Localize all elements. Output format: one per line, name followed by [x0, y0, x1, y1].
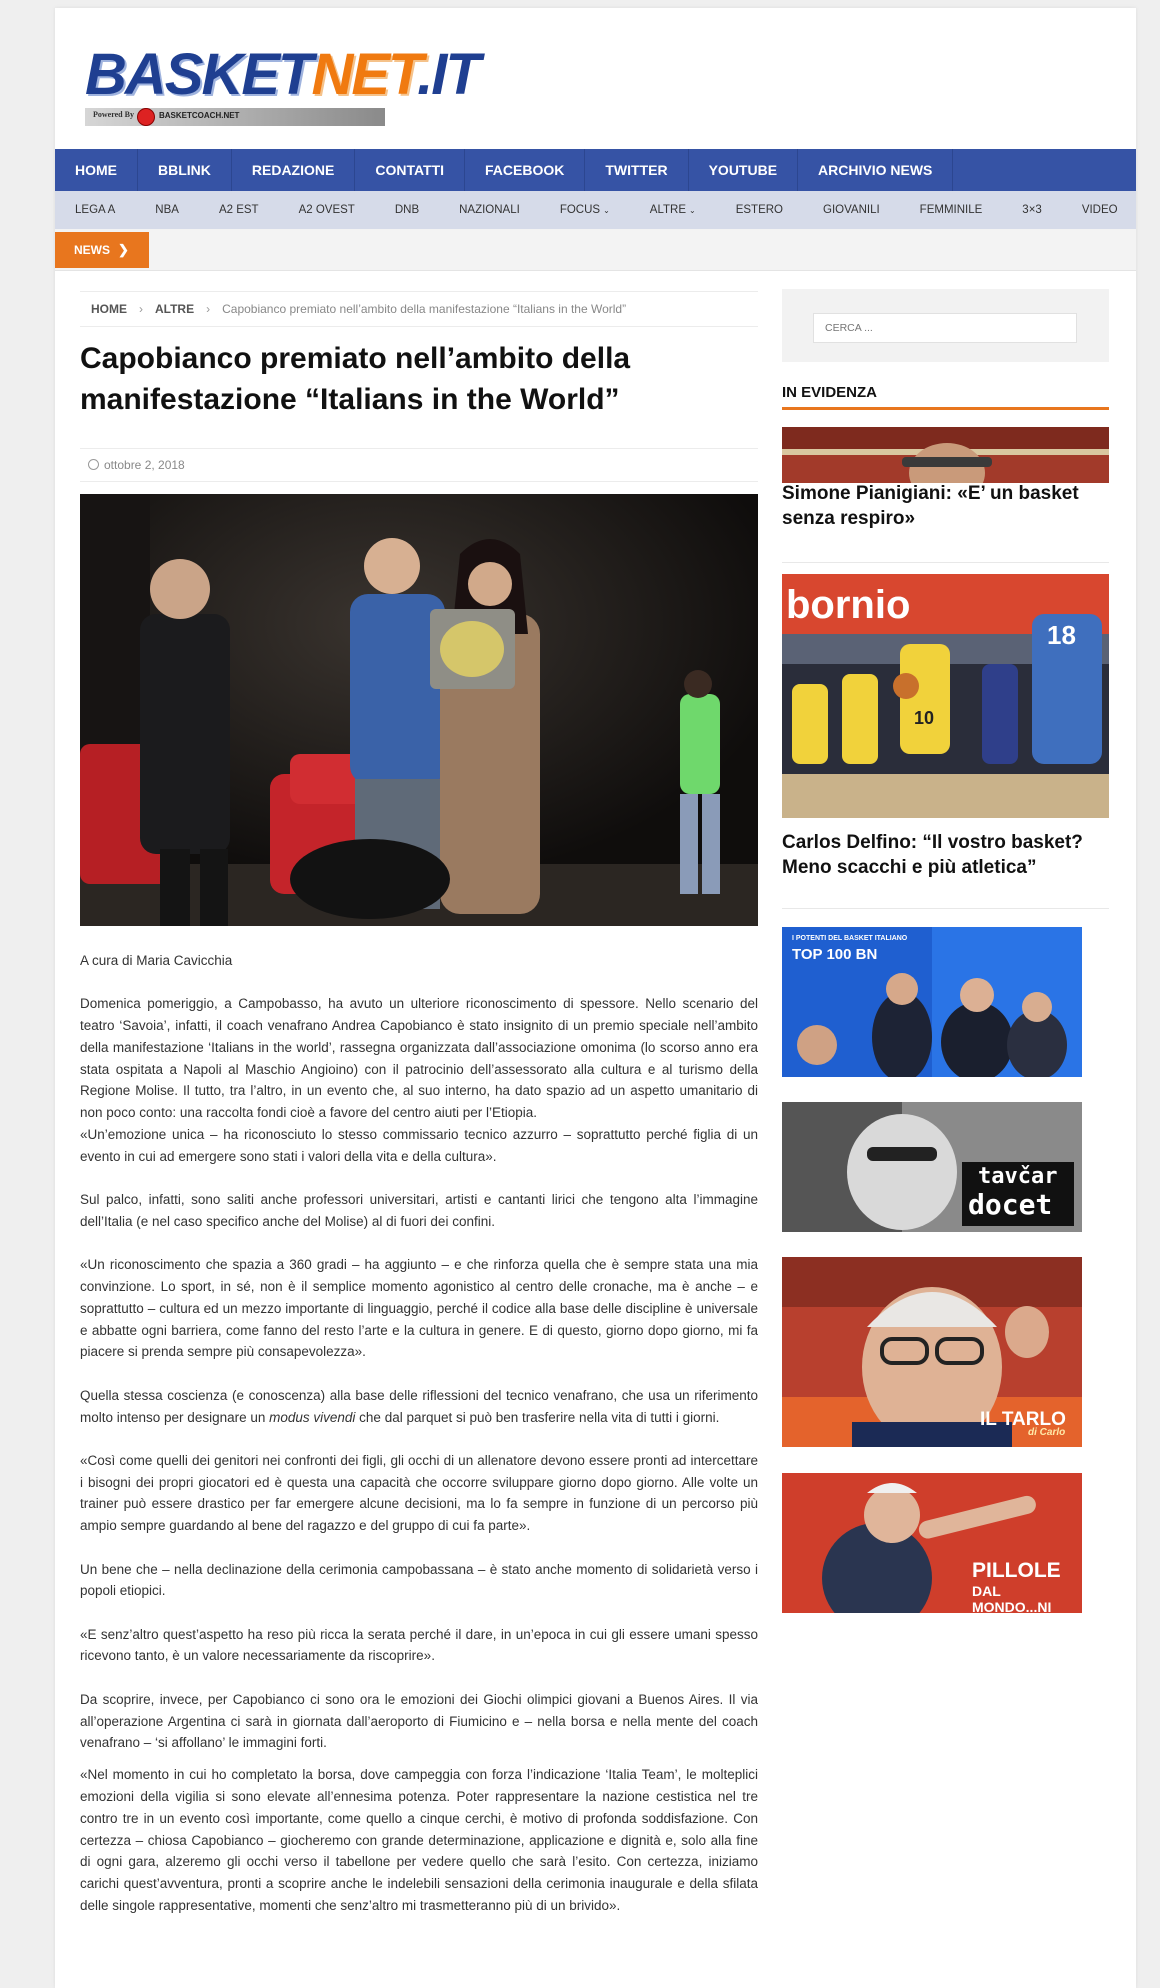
banner-tavcar-line1: tavčar — [978, 1164, 1058, 1189]
basketball-icon — [137, 108, 155, 126]
nav-redazione[interactable]: REDAZIONE — [232, 149, 355, 191]
logo-basket: BASKET — [85, 42, 312, 107]
main-navigation — [55, 149, 1136, 191]
subnav-focus[interactable] — [540, 191, 630, 229]
breadcrumb-current: Capobianco premiato nell’ambito della manifestazione “Italians in the World” — [222, 302, 627, 316]
subnav-label: VIDEO — [1081, 204, 1118, 216]
nav-home[interactable]: HOME — [55, 149, 138, 191]
banner-tarlo-subtitle: di Carlo — [1028, 1427, 1066, 1438]
page-container — [55, 8, 1136, 1988]
subnav-a2-est[interactable] — [199, 191, 279, 229]
search-input[interactable] — [813, 313, 1077, 343]
subnav-estero[interactable] — [716, 191, 803, 229]
subnav-label: FEMMINILE — [919, 204, 983, 216]
photo-jersey-number: 10 — [914, 708, 935, 728]
subnav-nazionali[interactable] — [439, 191, 540, 229]
post-thumbnail-delfino[interactable] — [782, 574, 1109, 818]
subnav-label: LEGA A — [75, 204, 116, 216]
news-ticker-label: NEWS — [74, 243, 110, 257]
basketball-game-photo — [782, 574, 1109, 818]
article-paragraph: Da scoprire, invece, per Capobianco ci sono ora le emozioni dei Giochi olimpici giovani a Buenos Aires. Il via all’operazione Argentina ci sarà in giornata dall’aeroporto di Fiumicino e – nella borsa e nella mente del coach venafrano – ‘si affollano’ le immagini forti. — [80, 1691, 758, 1751]
breadcrumb — [80, 291, 758, 327]
banner-pillole-title: PILLOLE — [972, 1559, 1061, 1582]
article-meta — [80, 448, 758, 482]
subnav-dnb[interactable] — [375, 191, 439, 229]
article-paragraph: Domenica pomeriggio, a Campobasso, ha avuto un ulteriore riconoscimento di spessore. Nello scenario del teatro ‘Savoia’, infatti, il coach venafrano Andrea Capobianco è stato insignito di un premio speciale nell’ambito della manifestazione ‘Italians in the world’, rassegna organizzata dall’associazione omonima (lo scorso anno era stata ospitata a Napoli al Maschio Angioino) con il patrocinio dell’assessorato alla cultura e al turismo della Regione Molise. Il tutto, tra l’altro, in un evento che, al suo interno, ha dato spazio ad un aspetto umanitario di non poco conto: una raccolta fondi cioè a favore del centro aiuti per l’Etiopia. — [80, 996, 758, 1121]
chevron-down-icon: ⌄ — [689, 206, 696, 215]
text-run: che dal parquet si può ben trasferire nella vita di tutti i giorni. — [355, 1409, 720, 1425]
subnav-label: NBA — [155, 204, 179, 216]
subnav-label: A2 EST — [218, 204, 259, 216]
logo-powered-by: Powered By — [93, 110, 134, 119]
nav-twitter[interactable]: TWITTER — [585, 149, 688, 191]
chevron-right-icon: › — [206, 302, 211, 316]
subnav-label: 3×3 — [1022, 204, 1042, 216]
subnav-label: ESTERO — [735, 204, 783, 216]
nav-contatti[interactable]: CONTATTI — [355, 149, 465, 191]
post-title-pianigiani[interactable]: Simone Pianigiani: «E’ un basket senza respiro» — [782, 483, 1079, 529]
news-ticker-tag[interactable] — [55, 232, 149, 268]
logo-wordmark — [85, 42, 479, 107]
photo-jersey-number: 18 — [1047, 620, 1076, 650]
award-ceremony-photo — [80, 494, 758, 926]
article-paragraph: Sul palco, infatti, sono saliti anche professori universitari, artisti e cantanti lirici che tengono alta l’immagine dell’Italia (e nel caso specifico anche del Molise) al di fuori dei confini. — [80, 1192, 758, 1229]
subnav-3x3[interactable] — [1002, 191, 1062, 229]
nav-archivio-news[interactable]: ARCHIVIO NEWS — [798, 149, 953, 191]
logo-coach-text: BASKETCOACH.NET — [159, 111, 240, 120]
nav-facebook[interactable]: FACEBOOK — [465, 149, 585, 191]
site-logo[interactable] — [85, 40, 479, 136]
article-paragraph: «Un’emozione unica – ha riconosciuto lo stesso commissario tecnico azzurro – soprattutto perché figlia di un evento in cui ad emergere sono stati i valori della vita e della cultura». — [80, 1127, 758, 1164]
banner-tavcar-docet[interactable] — [782, 1102, 1082, 1232]
breadcrumb-home[interactable]: HOME — [91, 302, 127, 316]
article-paragraph: Un bene che – nella declinazione della cerimonia campobassana – è stato anche momento di solidarietà verso i popoli etiopici. — [80, 1561, 758, 1599]
nav-youtube[interactable]: YOUTUBE — [689, 149, 798, 191]
subnav-nba[interactable] — [135, 191, 199, 229]
category-navigation — [55, 191, 1136, 229]
chevron-right-icon: › — [139, 302, 143, 316]
subnav-femminile[interactable] — [900, 191, 1003, 229]
article-paragraph-modus — [80, 1385, 758, 1429]
text-run-italic: modus vivendi — [269, 1409, 356, 1425]
article-paragraph: «Così come quelli dei genitori nei confronti dei figli, gli occhi di un allenatore devono essere pronti ad intercettare i bisogni dei propri giocatori ed è questa una capacità che occorre sviluppare giorno dopo giorno. Alle volte un trainer può essere drastico per far emergere alcune decisioni, ma lo fa sempre in funzione di un percorso più ampio sempre guardando al bene del ragazzo e del gruppo di cui fa parte». — [80, 1452, 758, 1534]
chevron-right-icon: ❯ — [118, 242, 129, 257]
article-author: A cura di Maria Cavicchia — [80, 953, 233, 968]
subnav-label: DNB — [394, 204, 420, 216]
article-date: ottobre 2, 2018 — [104, 458, 185, 472]
subnav-label: FOCUS — [559, 204, 601, 216]
sidebar-divider — [782, 908, 1109, 909]
logo-it: .IT — [417, 42, 479, 107]
subnav-altre[interactable] — [630, 191, 716, 229]
article-title: Capobianco premiato nell’ambito della manifestazione “Italians in the World” — [80, 342, 631, 416]
subnav-label: GIOVANILI — [823, 204, 880, 216]
logo-net: NET — [311, 42, 418, 107]
article-paragraph: «E senz’altro quest’aspetto ha reso più ricca la serata perché il dare, in un’epoca in cui gli essere umani spesso ricevono tanto, è un valore necessariamente da riscoprire». — [80, 1626, 758, 1664]
photo-arena-text: bornio — [786, 583, 911, 627]
banner-top100-subtitle: I POTENTI DEL BASKET ITALIANO — [792, 935, 908, 942]
post-title-delfino[interactable]: Carlos Delfino: “Il vostro basket? Meno scacchi e più atletica” — [782, 832, 1083, 878]
text-run: Quella stessa coscienza (e conoscenza) alla base delle riflessioni del tecnico venafrano, che usa un riferimento molto intenso per designare un — [80, 1387, 758, 1425]
post-thumbnail-pianigiani[interactable] — [782, 427, 1109, 483]
breadcrumb-category[interactable]: ALTRE — [155, 302, 195, 316]
article-paragraph: «Nel momento in cui ho completato la borsa, dove campeggia con forza l’indicazione ‘Italia Team’, le molteplici emozioni della vigilia si sono elevate all’ennesima potenza. Poter rappresentare la nazione cestistica nel tre contro tre in un evento così importante, come quello a cinque cerchi, è motivo di profonda soddisfazione. Con certezza – chiosa Capobianco – giocheremo con grande determinazione, applicazione e dignità e, solo alla fine di ogni gara, alzeremo gli occhi verso il tabellone per vedere quello che sarà l’esito. Con certezza, iniziamo carichi quest’avventura, pronti a scoprire anche le indelebili sensazioni della cerimonia inaugurale e della sfilata delle singole rappresentative, momenti che senz’altro mi trasmetteranno più di un brivido». — [80, 1767, 758, 1913]
subnav-a2-ovest[interactable] — [279, 191, 375, 229]
sidebar-heading: IN EVIDENZA — [782, 380, 1109, 410]
chevron-down-icon: ⌄ — [603, 206, 610, 215]
article-paragraph: «Un riconoscimento che spazia a 360 gradi – ha aggiunto – e che rinforza quella che è sempre stata una mia convinzione. Lo sport, in sé, non è il semplice momento agonistico al centro delle cronache, ma è anche – e soprattutto – cultura ed un mezzo importante di linguaggio, perché il codice alla base delle discipline è universale e abbatte ogni barriera, come fanno del resto l’arte e la cultura in genere. E di questo, giorno dopo giorno, mi fa piacere si prenda sempre più consapevolezza». — [80, 1257, 758, 1360]
banner-top100[interactable] — [782, 927, 1082, 1077]
news-ticker-bar — [55, 229, 1136, 271]
nav-bblink[interactable]: BBLINK — [138, 149, 232, 191]
banner-pillole-dal-mondo[interactable] — [782, 1473, 1082, 1613]
banner-il-tarlo[interactable] — [782, 1257, 1082, 1447]
banner-tarlo-title: IL TARLO — [980, 1409, 1066, 1430]
banner-pillole-subtitle: DAL MONDO...NI — [972, 1583, 1052, 1613]
subnav-giovanili[interactable] — [803, 191, 900, 229]
pianigiani-photo — [782, 427, 1109, 483]
banner-top100-title: TOP 100 BN — [792, 946, 878, 963]
sidebar-divider — [782, 562, 1109, 563]
subnav-label: A2 OVEST — [298, 204, 355, 216]
subnav-label: ALTRE — [649, 204, 686, 216]
search-widget — [782, 289, 1109, 362]
article-body — [80, 950, 758, 1917]
subnav-label: NAZIONALI — [459, 204, 520, 216]
article-hero-image — [80, 494, 758, 926]
subnav-video[interactable] — [1062, 191, 1138, 229]
subnav-lega-a[interactable] — [55, 191, 135, 229]
banner-tavcar-line2: docet — [968, 1188, 1053, 1221]
clock-icon — [88, 459, 99, 470]
